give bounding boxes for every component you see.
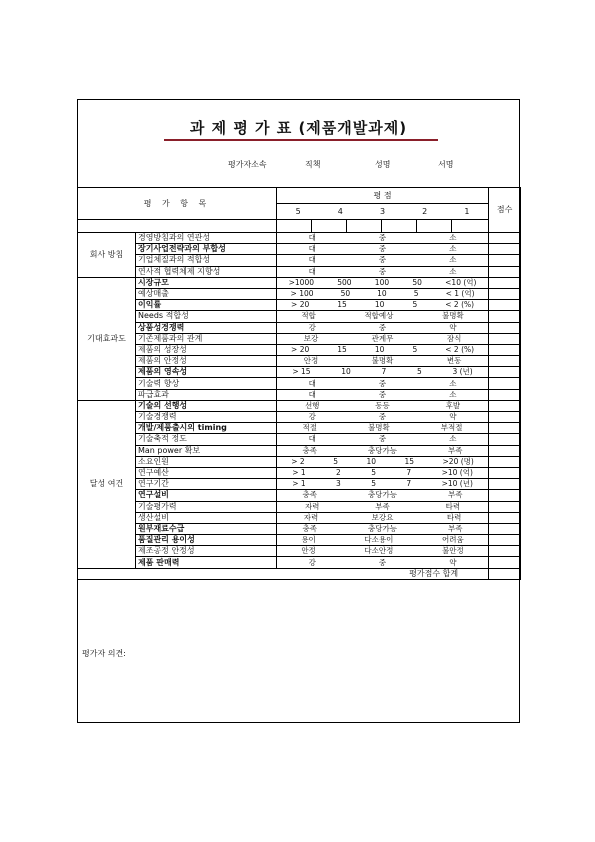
score-cell[interactable] [489,523,521,534]
scale-cell [277,412,489,423]
score-cell[interactable] [489,288,521,299]
evaluator-position-label: 직책 [305,160,321,169]
scale-value: 대 [308,255,316,265]
scale-value: < 2 (%) [445,300,475,310]
table-row [78,333,521,344]
criterion-label: 기술력 향상 [136,378,277,389]
scale-cell [277,546,489,557]
scale-value: 중 [378,244,387,254]
scale-cell [277,333,489,344]
scale-value: > 2 [291,456,305,466]
criterion-label: 기술의 선행성 [136,400,277,411]
scale-value: 안정 [301,546,316,556]
table-row [78,423,521,434]
score-box[interactable] [417,220,452,233]
score-cell[interactable] [489,456,521,467]
scale-cell [277,233,489,244]
score-cell[interactable] [489,423,521,434]
scale-value: 강 [308,322,316,332]
score-box[interactable] [312,220,347,233]
criterion-label: Needs 적합성 [136,311,277,322]
scale-cell [277,434,489,445]
criterion-label: 제품의 성장성 [136,344,277,355]
score-cell[interactable] [489,333,521,344]
score-cell[interactable] [489,378,521,389]
scale-cell [277,501,489,512]
table-row [78,389,521,400]
scale-value: 5 [412,344,418,354]
header-blank [78,220,277,233]
table-row [78,445,521,456]
scale-value: 적절 [302,423,318,433]
scale-value: 다소용이 [364,535,394,545]
table-row [78,490,521,501]
scale-value: < 1 (억) [445,289,475,299]
scale-value: 10 [366,456,376,466]
scale-value: 대 [308,233,316,243]
scale-value: 7 [381,367,387,377]
criterion-label: 기술축적 정도 [136,434,277,445]
score-cell[interactable] [489,322,521,333]
scale-cell [277,423,489,434]
scale-value: 50 [412,277,422,287]
table-row [78,367,521,378]
scale-value: 충족 [302,523,318,533]
table-row [78,412,521,423]
scale-value: 잠식 [446,333,462,343]
score-cell[interactable] [489,434,521,445]
table-row [78,501,521,512]
scale-value: 불명확 [442,311,464,321]
table-row [78,311,521,322]
scale-cell [277,277,489,288]
evaluator-name-label: 성명 [375,160,391,169]
scale-value: 보강 [303,333,319,343]
criterion-label: 연구기간 [136,479,277,490]
scale-value: 약 [449,557,457,567]
scale-value: 3 (년) [452,367,473,377]
scale-cell [277,535,489,546]
scale-value: 15 [337,344,347,354]
scale-value: 중 [378,255,387,265]
scale-value: >10 (억) [441,468,473,478]
table-row [78,244,521,255]
criterion-label: 기술평가력 [136,501,277,512]
scale-value: > 100 [290,289,314,299]
scale-value: 동등 [375,400,390,410]
table-row [78,523,521,534]
table-row [78,233,521,244]
point-2: 2 [422,206,428,216]
scale-value: 5 [371,468,376,478]
table-row [78,266,521,277]
criterion-label: 품질관리 용이성 [136,535,277,546]
scale-value: > 15 [292,367,311,377]
scale-value: 중 [378,233,387,243]
scale-value: 부족 [375,501,390,511]
scale-cell [277,445,489,456]
table-row [78,400,521,411]
scale-value: 불안정 [442,546,464,556]
scale-value: 소 [449,434,457,444]
criterion-label: 원부재료수급 [136,523,277,534]
scale-value: 5 [412,300,418,310]
scale-value: 소 [449,233,457,243]
scale-value: 소 [449,266,457,276]
scale-value: 중 [378,557,387,567]
scale-value: <10 (억) [445,277,477,287]
category-label: 달성 여건 [78,400,136,568]
criterion-label: 파급효과 [136,389,277,400]
scale-value: >10 (년) [441,479,473,489]
title-underline [164,139,438,141]
table-row [78,535,521,546]
scale-cell [277,311,489,322]
scale-value: 5 [371,479,376,489]
score-cell[interactable] [489,389,521,400]
scale-value: 약 [449,412,457,422]
scale-value: 강 [308,412,316,422]
score-cell[interactable] [489,255,521,266]
criterion-label: 개발/제품출시의 timing [136,423,277,434]
table-row [78,255,521,266]
scale-value: 중 [378,322,387,332]
criterion-label: 소요인원 [136,456,277,467]
table-row [78,467,521,478]
criterion-label: 기술경쟁력 [136,412,277,423]
scale-cell [277,400,489,411]
scale-value: 자력 [304,501,320,511]
category-label: 기대효과도 [78,277,136,400]
scale-value: 약 [449,322,457,332]
score-cell[interactable] [489,400,521,411]
scale-cell [277,322,489,333]
scale-value: 어려움 [442,535,464,545]
score-cell[interactable] [489,467,521,478]
criterion-label: 상품성경쟁력 [136,322,277,333]
scale-value: > 1 [292,479,306,489]
criterion-label: 제조공정 안정성 [136,546,277,557]
scale-value: 대 [308,389,316,399]
evaluator-affiliation-label: 평가자소속 [228,160,267,169]
scale-value: 소 [449,378,457,388]
total-score-label: 평가점수 합계 [78,568,489,579]
scale-value: 중 [378,378,387,388]
table-row [78,288,521,299]
scale-value: >1000 [288,277,314,287]
score-cell[interactable] [489,512,521,523]
scale-value: 타력 [445,501,461,511]
form-title: 과 제 평 가 표 (제품개발과제) [189,119,408,137]
score-cell[interactable] [489,557,521,568]
scale-cell [277,467,489,478]
score-box[interactable] [452,220,489,233]
scale-value: 변동 [446,356,462,366]
criterion-label: 이익률 [136,300,277,311]
score-cell[interactable] [489,490,521,501]
score-cell[interactable] [489,501,521,512]
scale-value: 충족 [302,445,318,455]
score-cell[interactable] [489,356,521,367]
scale-value: 자력 [303,512,319,522]
evaluator-signature-label: 서명 [438,160,454,169]
criterion-label: 기업체질과의 적합성 [136,255,277,266]
scale-value: 7 [406,468,412,478]
scale-value: 부족 [448,523,463,533]
scale-value: 관계무 [371,333,394,343]
score-box[interactable] [382,220,417,233]
scale-cell [277,288,489,299]
point-3: 3 [379,206,386,216]
scale-value: 후발 [445,400,461,410]
scale-value: 대 [308,378,316,388]
scale-value: 안정 [303,356,319,366]
scale-value: > 1 [292,468,306,478]
header-total-label: 점수 [489,188,521,233]
table-row [78,557,521,568]
scale-value: >20 (명) [442,456,474,466]
scale-value: > 20 [291,344,310,354]
scale-cell [277,367,489,378]
score-cell[interactable] [489,233,521,244]
scale-cell [277,490,489,501]
criterion-label: 장기사업전략과의 부합성 [136,244,277,255]
score-cell[interactable] [489,546,521,557]
scale-cell [277,512,489,523]
scale-value: 10 [341,367,351,377]
table-row [78,479,521,490]
score-cell[interactable] [489,277,521,288]
scale-value: 3 [336,479,341,489]
score-cell[interactable] [489,367,521,378]
scale-value: 대 [308,266,316,276]
scale-value: 충당가능 [368,445,398,455]
criterion-label: 제품의 영속성 [136,367,277,378]
criterion-label: 기존제품과의 관계 [136,333,277,344]
scale-value: 적합예상 [364,311,394,321]
scale-value: > 20 [291,300,310,310]
scale-value: 대 [308,434,316,444]
category-label: 회사 방침 [78,233,136,278]
criterion-label: 연구예산 [136,467,277,478]
scale-value: 타력 [446,512,462,522]
scale-value: 중 [378,266,387,276]
score-cell[interactable] [489,412,521,423]
criterion-label: 생산설비 [136,512,277,523]
scale-value: 5 [416,367,422,377]
table-row [78,356,521,367]
criterion-label: 경영방침과의 연관성 [136,233,277,244]
scale-value: 500 [337,277,352,287]
scale-value: 100 [374,277,390,287]
scale-value: < 2 (%) [445,344,475,354]
scale-cell [277,300,489,311]
scale-cell [277,344,489,355]
scale-value: 충당가능 [368,490,398,500]
scale-cell [277,244,489,255]
scale-cell [277,378,489,389]
scale-value: 소 [449,389,457,399]
table-row [78,300,521,311]
scale-value: 중 [378,412,387,422]
scale-value: 강 [308,557,316,567]
scale-value: 중 [378,389,387,399]
criterion-label: 예상매출 [136,288,277,299]
scale-value: 충족 [302,490,318,500]
scale-value: 부족 [448,445,463,455]
table-row [78,322,521,333]
scale-value: 10 [374,300,385,310]
total-score-cell[interactable] [489,568,521,579]
scale-value: 중 [378,434,387,444]
scale-value: 적합 [301,311,316,321]
scale-value: 10 [377,289,387,299]
scale-cell [277,523,489,534]
criterion-label: 연사적 협력체제 지향성 [136,266,277,277]
table-row [78,344,521,355]
score-cell[interactable] [489,479,521,490]
scale-value: 불명확 [371,356,394,366]
scale-cell [277,255,489,266]
criterion-label: Man power 확보 [136,445,277,456]
criterion-label: 제품 판매력 [136,557,277,568]
table-row [78,456,521,467]
score-cell[interactable] [489,266,521,277]
score-box[interactable] [347,220,382,233]
scale-value: 용이 [301,535,316,545]
criterion-label: 연구설비 [136,490,277,501]
score-cell[interactable] [489,445,521,456]
table-row [78,512,521,523]
scale-value: 2 [336,468,341,478]
scale-value: 부적절 [440,423,463,433]
criterion-label: 제품의 안정성 [136,356,277,367]
point-5: 5 [295,206,301,216]
score-cell[interactable] [489,300,521,311]
criterion-label: 시장규모 [136,277,277,288]
scale-value: 불명확 [368,423,390,433]
score-cell[interactable] [489,344,521,355]
scale-value: 50 [340,289,351,299]
header-item-label: 평 가 항 목 [78,188,277,220]
score-box[interactable] [277,220,312,233]
scale-value: 소 [449,255,457,265]
scale-cell [277,479,489,490]
scale-value: 10 [374,344,385,354]
scale-value: 소 [449,244,457,254]
table-row [78,378,521,389]
scale-value: 5 [333,456,338,466]
table-row [78,434,521,445]
scale-value: 보강요 [371,512,394,522]
evaluation-table [77,187,521,580]
scale-value: 대 [308,244,316,254]
score-cell[interactable] [489,311,521,322]
point-4: 4 [337,206,343,216]
header-points [277,204,489,220]
scale-value: 5 [413,289,419,299]
header-score-label: 평 점 [277,188,489,204]
table-row [78,277,521,288]
score-cell[interactable] [489,244,521,255]
scale-cell [277,456,489,467]
scale-value: 15 [337,300,347,310]
scale-cell [277,266,489,277]
scale-cell [277,389,489,400]
scale-value: 다소안정 [364,546,394,556]
scale-value: 7 [406,479,412,489]
opinion-label: 평가자 의견: [82,649,126,658]
scale-value: 충당가능 [368,523,398,533]
scale-value: 부족 [448,490,463,500]
scale-value: 선행 [304,400,320,410]
scale-value: 15 [404,456,415,466]
table-row [78,546,521,557]
point-1: 1 [464,206,470,216]
score-cell[interactable] [489,535,521,546]
scale-cell [277,557,489,568]
scale-cell [277,356,489,367]
